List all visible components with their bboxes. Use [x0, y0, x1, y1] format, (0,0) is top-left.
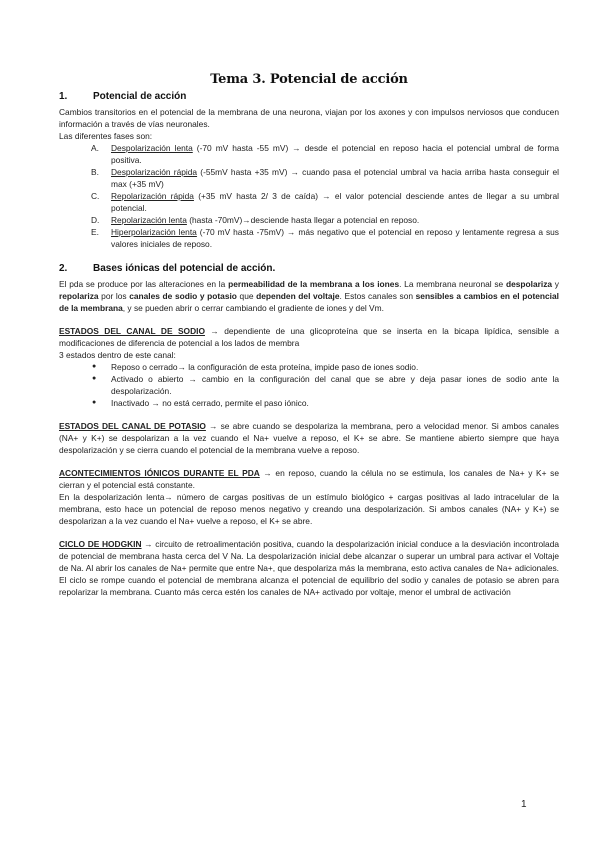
list-item: ● Inactivado → no está cerrado, permite el paso iónico. — [92, 398, 309, 408]
bullet-icon: ● — [92, 375, 97, 382]
section-2-paragraph: El pda se produce por las alteraciones en la permeabilidad de la membrana a los iones. La membrana neuronal se despolariza y repolariza por los canales de sodio y potasio que dependen del voltaje. Estos canales son sensibles a cambios en el potencial de la membrana, y se pueden abrir o cerrar cambiando el gradiente de iones y del Vm. — [59, 279, 559, 313]
phase-term: Repolarización lenta — [111, 215, 187, 225]
list-item — [59, 142, 559, 166]
phase-term: Despolarización rápida — [111, 167, 198, 177]
list-item — [59, 214, 559, 226]
phase-term: Repolarización rápida — [111, 191, 194, 201]
list-item: ● Activado o abierto → cambio en la configuración del canal que se abre y deja pasar iones de sodio ante la despolarización. — [92, 374, 559, 396]
section-1-title: Potencial de acción — [93, 91, 187, 102]
phase-term: Hiperpolarización lenta — [111, 227, 197, 237]
list-item: ● Reposo o cerrado→ la configuración de esta proteína, impide paso de iones sodio. — [92, 362, 419, 372]
list-item — [59, 226, 559, 250]
phase-text: (-70 mV hasta -75mV) → más negativo que el potencial en reposo y lentamente regresa a sus valores iniciales de reposo. — [111, 227, 559, 249]
list-marker: B. — [91, 167, 99, 177]
list-marker: A. — [91, 143, 99, 153]
sodium-states-list — [59, 361, 559, 409]
phase-text: (hasta -70mV)→desciende hasta llegar a potencial en reposo. — [186, 215, 420, 225]
bullet-icon: ● — [92, 399, 97, 406]
phase-text: (+35 mV hasta 2/ 3 de caída) → el valor potencial desciende antes de llegar a su umbral potencial. — [111, 191, 559, 213]
phase-term: Despolarización lenta — [111, 143, 193, 153]
section-1-number: 1. — [59, 91, 68, 102]
potassium-channel-heading: ESTADOS DEL CANAL DE POTASIO — [59, 421, 206, 431]
sodium-channel-heading: ESTADOS DEL CANAL DE SODIO — [59, 326, 205, 336]
phases-intro: Las diferentes fases son: — [59, 131, 153, 141]
section-1-heading — [59, 91, 559, 103]
section-1-paragraph: Cambios transitorios en el potencial de la membrana de una neurona, viajan por los axones y con impulsos nerviosos que conducen información a través de vías neuronales. — [59, 107, 559, 129]
list-item — [59, 166, 559, 190]
hodgkin-cycle-paragraph: CICLO DE HODGKIN → circuito de retroalimentación positiva, cuando la despolarización inicial conduce a la desviación incontrolada de potencial de membrana hasta cerca del V Na. La despolarización inicial debe alcanzar o superar un umbral para activar el Voltaje de Na. Al abrir los canales de Na+ permite que entre Na+, que despolariza más la membrana, esto activa canales de Na+ adicionales. El ciclo se rompe cuando el potencial de membrana alcanza el potencial de equilibrio del sodio y canales de potasio se abren para repolarizar la membrana. Cuanto más cerca estén los canales de NA+ activado por voltaje, menor el umbral de activación — [59, 539, 560, 597]
ionic-events-paragraph-2: En la despolarización lenta→ número de cargas positivas de un estímulo biológico + cargas positivas al lado intracelular de la membrana, esto hace un potencial de reposo menos negativo y creando una despolarización. Si ambos canales (NA+ y K+) se despolarizan a la vez cuando el Na+ vuelve a reposo, el K+ se abre. — [59, 492, 559, 526]
phase-text: (-70 mV hasta -55 mV) → desde el potencial en reposo hacia el potencial umbral de forma positiva. — [111, 143, 559, 165]
bullet-icon: ● — [92, 363, 97, 370]
section-2-number: 2. — [59, 263, 68, 274]
hodgkin-cycle-heading: CICLO DE HODGKIN — [59, 539, 142, 549]
potassium-channel-paragraph: ESTADOS DEL CANAL DE POTASIO → se abre cuando se despolariza la membrana, pero a velocidad menor. Si ambos canales (NA+ y K+) se despolarizan a la vez cuando el Na+ vuelve a reposo, el K+ se abre. Se mantiene abierto siempre que haya despolarización y se cierra cuando el potencial de la membrana vuelve a reposo. — [59, 421, 559, 455]
phase-text: (-55mV hasta +35 mV) → cuando pasa el potencial umbral va hacia arriba hasta conseguir el max (+35 mV) — [111, 167, 560, 189]
sodium-states-intro: 3 estados dentro de este canal: — [59, 350, 176, 360]
phases-list — [59, 142, 559, 250]
ionic-events-paragraph: ACONTECIMIENTOS IÓNICOS DURANTE EL PDA → en reposo, cuando la célula no se estimula, los canales de Na+ y K+ se cierran y el potencial está constante. — [59, 468, 559, 490]
list-marker: C. — [91, 191, 100, 201]
section-2-heading — [59, 263, 559, 275]
list-item — [59, 190, 559, 214]
page-title: Tema 3. Potencial de acción — [210, 72, 408, 87]
list-marker: E. — [91, 227, 99, 237]
section-2-title: Bases iónicas del potencial de acción. — [93, 263, 276, 274]
ionic-events-heading: ACONTECIMIENTOS IÓNICOS DURANTE EL PDA — [59, 468, 260, 478]
page-number: 1 — [521, 799, 527, 810]
list-marker: D. — [91, 215, 100, 225]
sodium-channel-paragraph: ESTADOS DEL CANAL DE SODIO → dependiente de una glicoproteína que se inserta en la bicapa lipídica, sensible a modificaciones de diferencia de potencial a los lados de membra — [59, 326, 559, 348]
page-content — [59, 74, 559, 598]
